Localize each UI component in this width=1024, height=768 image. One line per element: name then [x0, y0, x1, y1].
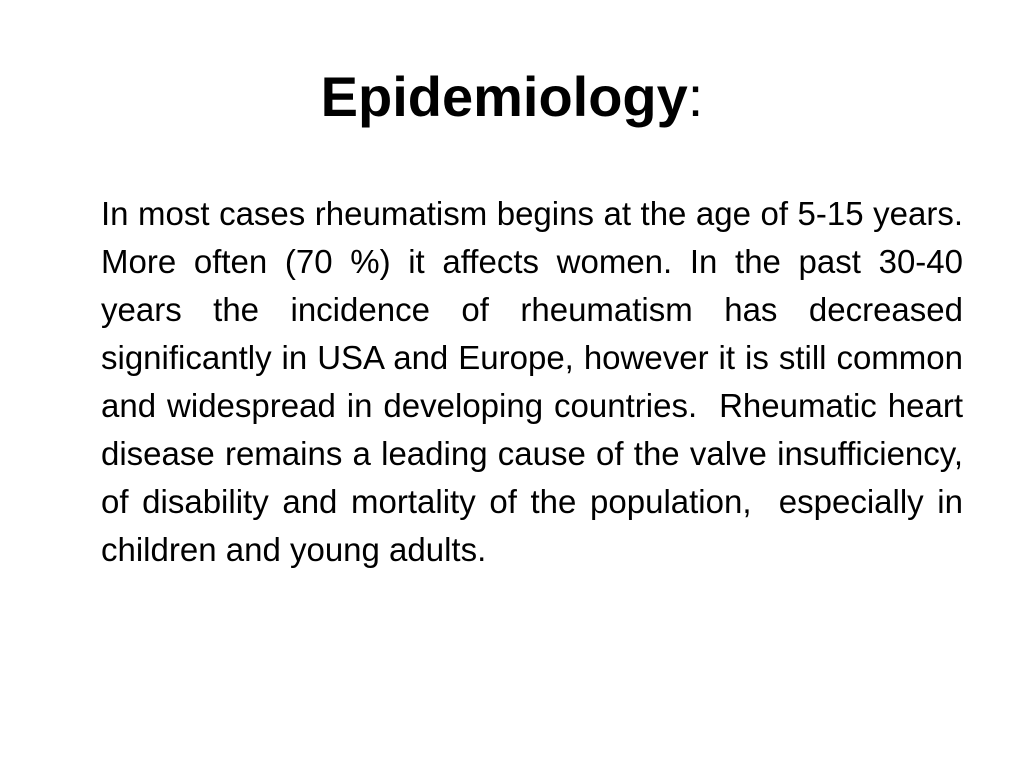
- slide-title-text: Epidemiology: [320, 65, 688, 128]
- slide-body-paragraph: In most cases rheumatism begins at the age of 5-15 years. More often (70 %) it affects women. In the past 30-40 years the incidence of rheumatism has decreased significantly in USA and Europe, however it is still common and widespread in developing countries. Rheumatic heart disease remains a leading cause of the valve insufficiency, of disability and mortality of the population, especially in children and young adults.: [101, 195, 973, 568]
- slide-title-colon: :: [687, 65, 704, 128]
- slide-title: [0, 62, 1024, 132]
